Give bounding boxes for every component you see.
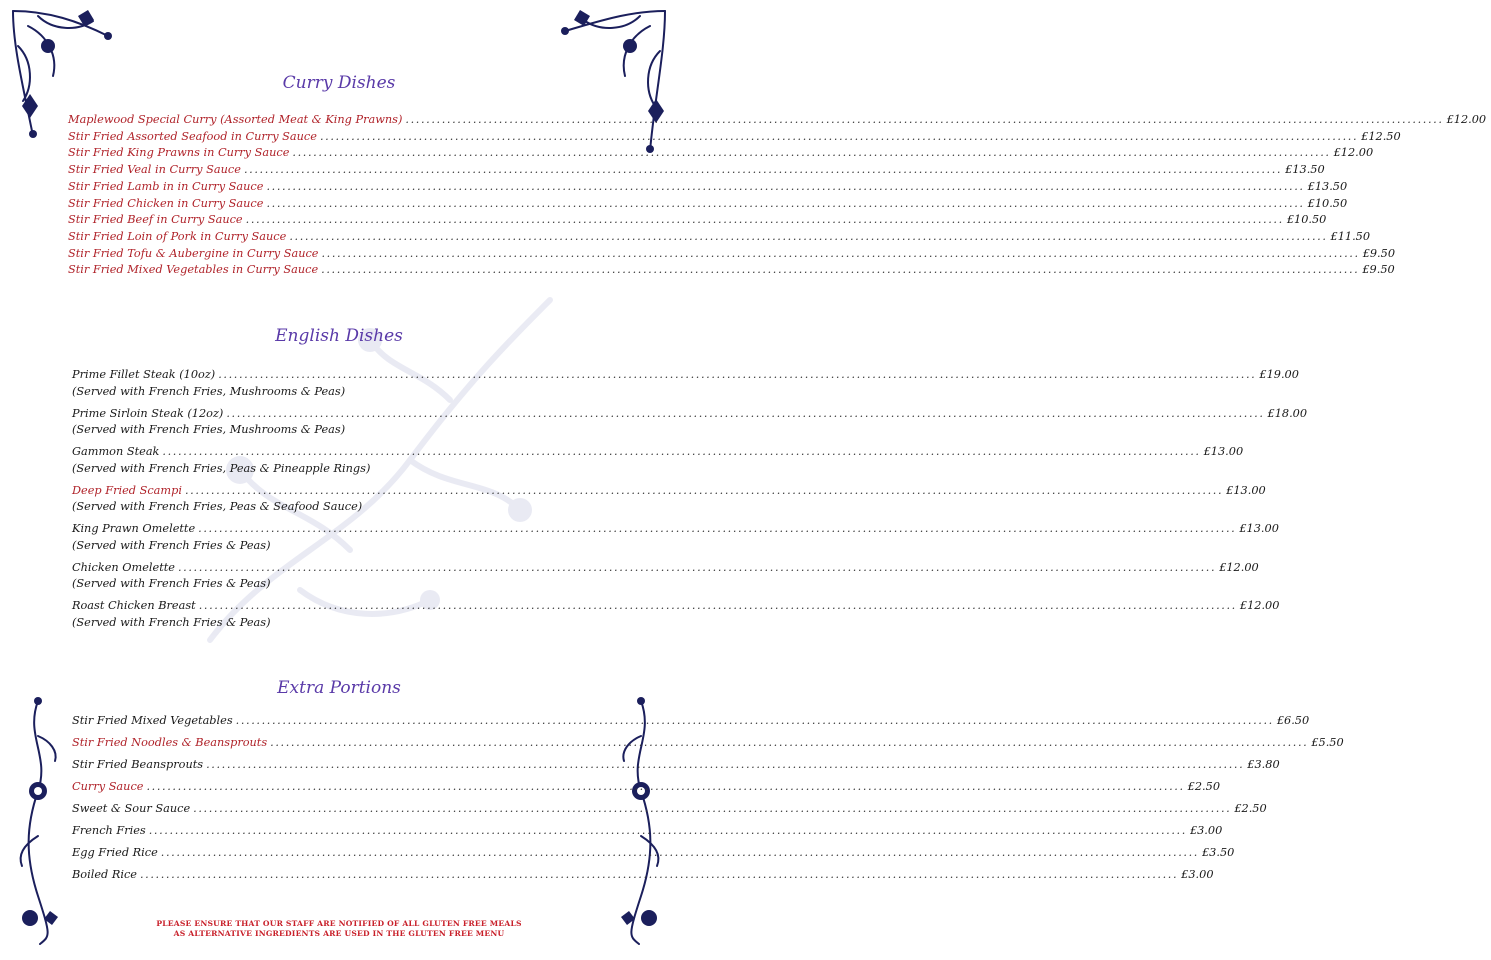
dot-leader: ........................................................................................................................................................................................................	[321, 246, 1360, 260]
menu-item-name: Gammon Steak	[72, 445, 160, 458]
menu-item-price: £13.00	[1226, 483, 1266, 497]
menu-item-name: Curry Sauce	[72, 780, 144, 793]
menu-item-price: £3.80	[1247, 758, 1280, 771]
menu-item-name: Stir Fried Beansprouts	[72, 758, 204, 771]
menu-item-note: (Served with French Fries, Peas & Seafood Sauce)	[72, 500, 363, 513]
menu-item	[72, 736, 1344, 749]
menu-item	[72, 868, 1214, 881]
menu-item	[68, 263, 1395, 277]
floral-border-icon	[10, 696, 65, 946]
menu-item	[72, 483, 1266, 497]
dot-leader: ........................................................................................................................................................................................................	[319, 129, 1359, 143]
menu-item-name: Stir Fried Tofu & Aubergine in Curry Sauce	[68, 246, 319, 260]
menu-item-price: £5.50	[1311, 736, 1344, 749]
dot-leader: ........................................................................................................................................................................................................	[289, 229, 1328, 243]
menu-item-name: Deep Fried Scampi	[72, 483, 182, 497]
menu-item	[72, 599, 1280, 612]
dot-leader: ........................................................................................................................................................................................................	[206, 758, 1245, 771]
menu-item	[68, 196, 1348, 210]
menu-item-name: Stir Fried Mixed Vegetables	[72, 714, 233, 727]
menu-item-price: £12.00	[1446, 113, 1487, 126]
section-title-english: English Dishes	[275, 326, 403, 346]
menu-item-note: (Served with French Fries & Peas)	[72, 577, 271, 590]
menu-item-price: £3.50	[1202, 846, 1235, 859]
menu-item	[68, 113, 1487, 126]
menu-item	[68, 129, 1401, 143]
menu-item-note: (Served with French Fries, Peas & Pineapple Rings)	[72, 461, 371, 475]
menu-item-price: £9.50	[1362, 246, 1396, 260]
menu-item-price: £13.50	[1307, 179, 1348, 193]
dot-leader: ........................................................................................................................................................................................................	[243, 163, 1283, 177]
menu-item-note: (Served with French Fries & Peas)	[72, 538, 271, 552]
menu-item	[68, 229, 1371, 243]
menu-item-price: £2.50	[1234, 802, 1267, 815]
dot-leader: ........................................................................................................................................................................................................	[146, 780, 1185, 793]
menu-item-name: French Fries	[72, 824, 146, 837]
menu-item-name: Stir Fried King Prawns in Curry Sauce	[68, 146, 290, 160]
menu-item	[68, 179, 1348, 193]
menu-item	[68, 246, 1396, 260]
section-title-extra: Extra Portions	[277, 678, 401, 698]
menu-item-name: Egg Fried Rice	[72, 846, 158, 859]
dot-leader: ........................................................................................................................................................................................................	[184, 483, 1224, 497]
menu-item-name: Stir Fried Noodles & Beansprouts	[72, 736, 268, 749]
menu-item-name: Stir Fried Mixed Vegetables in Curry Sauce	[68, 263, 319, 277]
menu-item	[72, 758, 1280, 771]
menu-item-name: Stir Fried Chicken in Curry Sauce	[68, 196, 264, 210]
menu-item-price: £11.50	[1330, 229, 1371, 243]
menu-item-name: Stir Fried Loin of Pork in Curry Sauce	[68, 229, 287, 243]
menu-item-price: £13.50	[1285, 163, 1325, 177]
menu-item-price: £10.50	[1286, 213, 1327, 227]
menu-item	[72, 445, 1244, 458]
dot-leader: ........................................................................................................................................................................................................	[218, 368, 1257, 381]
menu-item-price: £12.00	[1239, 599, 1280, 612]
menu-item-price: £10.50	[1307, 196, 1348, 210]
dot-leader: ........................................................................................................................................................................................................	[405, 113, 1444, 126]
menu-item-name: Chicken Omelette	[72, 560, 175, 574]
menu-item-name: Boiled Rice	[72, 868, 137, 881]
dot-leader: ........................................................................................................................................................................................................	[321, 263, 1360, 277]
menu-item-price: £6.50	[1276, 714, 1310, 727]
floral-border-icon	[614, 696, 669, 946]
dot-leader: ........................................................................................................................................................................................................	[235, 714, 1274, 727]
menu-item-name: Stir Fried Lamb in in Curry Sauce	[68, 179, 264, 193]
menu-item	[72, 368, 1299, 381]
menu-item	[68, 213, 1327, 227]
menu-item-note: (Served with French Fries, Mushrooms & Peas)	[72, 384, 346, 398]
dot-leader: ........................................................................................................................................................................................................	[193, 802, 1232, 815]
menu-item	[72, 824, 1223, 837]
dot-leader: ........................................................................................................................................................................................................	[226, 406, 1265, 420]
menu-item	[68, 163, 1325, 177]
dot-leader: ........................................................................................................................................................................................................	[292, 146, 1331, 160]
dot-leader: ........................................................................................................................................................................................................	[160, 846, 1199, 859]
menu-item-price: £18.00	[1267, 406, 1308, 420]
menu-item-note: (Served with French Fries, Mushrooms & Peas)	[72, 423, 346, 436]
dot-leader: ........................................................................................................................................................................................................	[266, 179, 1305, 193]
menu-item	[72, 560, 1259, 574]
menu-item-price: £2.50	[1187, 780, 1221, 793]
menu-item-price: £13.00	[1239, 522, 1279, 535]
menu-item	[72, 780, 1221, 793]
gluten-notice-line1: PLEASE ENSURE THAT OUR STAFF ARE NOTIFIED OF ALL GLUTEN FREE MEALS	[156, 919, 522, 928]
dot-leader: ........................................................................................................................................................................................................	[177, 560, 1217, 574]
menu-item-name: King Prawn Omelette	[72, 522, 196, 535]
dot-leader: ........................................................................................................................................................................................................	[198, 599, 1237, 612]
dot-leader: ........................................................................................................................................................................................................	[245, 213, 1284, 227]
menu-item	[68, 146, 1374, 160]
menu-item-name: Stir Fried Assorted Seafood in Curry Sauce	[68, 129, 317, 143]
dot-leader: ........................................................................................................................................................................................................	[198, 522, 1237, 535]
menu-item-name: Prime Fillet Steak (10oz)	[72, 368, 216, 381]
gluten-notice	[0, 919, 678, 939]
dot-leader: ........................................................................................................................................................................................................	[266, 196, 1305, 210]
menu-item-price: £12.00	[1333, 146, 1374, 160]
section-title-curry: Curry Dishes	[282, 73, 396, 93]
gluten-notice-line2: AS ALTERNATIVE INGREDIENTS ARE USED IN THE GLUTEN FREE MENU	[173, 929, 505, 938]
menu-item-price: £12.50	[1361, 129, 1401, 143]
dot-leader: ........................................................................................................................................................................................................	[270, 736, 1309, 749]
menu-item	[72, 714, 1310, 727]
menu-item-name: Sweet & Sour Sauce	[72, 802, 191, 815]
menu-item-note: (Served with French Fries & Peas)	[72, 615, 271, 629]
menu-item-price: £9.50	[1362, 263, 1395, 277]
menu-item-name: Roast Chicken Breast	[72, 599, 196, 612]
menu-item-name: Prime Sirloin Steak (12oz)	[72, 406, 224, 420]
menu-item-name: Stir Fried Veal in Curry Sauce	[68, 163, 241, 177]
menu-item	[72, 406, 1308, 420]
menu-item-price: £3.00	[1181, 868, 1214, 881]
menu-item	[72, 522, 1279, 535]
menu-item-price: £19.00	[1259, 368, 1299, 381]
dot-leader: ........................................................................................................................................................................................................	[139, 868, 1179, 881]
menu-item-name: Maplewood Special Curry (Assorted Meat & King Prawns)	[68, 113, 403, 126]
menu-item	[72, 802, 1267, 815]
menu-item	[72, 846, 1235, 859]
menu-item-price: £12.00	[1219, 560, 1259, 574]
dot-leader: ........................................................................................................................................................................................................	[162, 445, 1201, 458]
menu-item-name: Stir Fried Beef in Curry Sauce	[68, 213, 243, 227]
menu-item-price: £13.00	[1203, 445, 1244, 458]
menu-item-price: £3.00	[1189, 824, 1223, 837]
dot-leader: ........................................................................................................................................................................................................	[148, 824, 1187, 837]
